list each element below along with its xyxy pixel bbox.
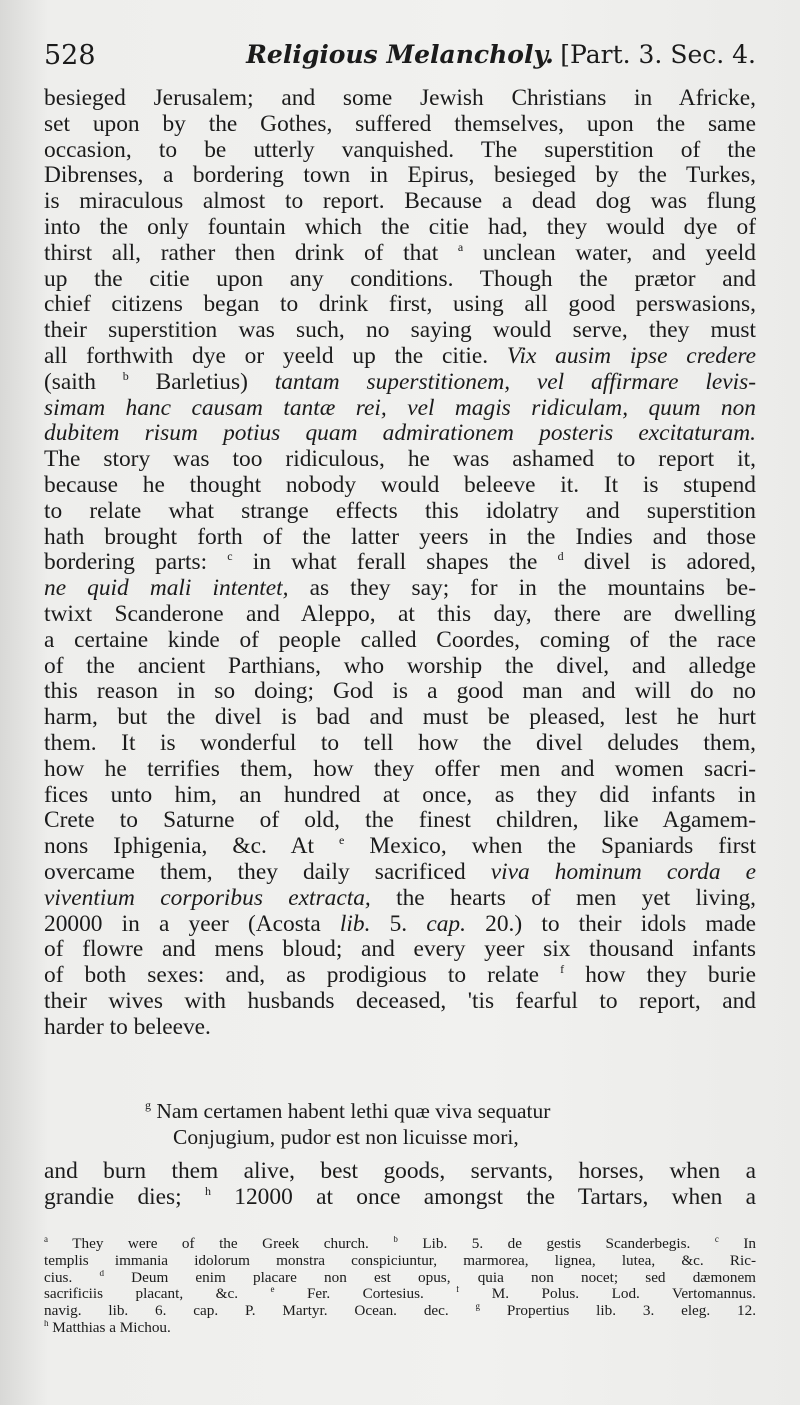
- text-line: [44, 86, 756, 112]
- text-run: cius.: [44, 1269, 100, 1286]
- text-line: [44, 550, 756, 576]
- text-run: 12000 at once amongst the Tartars, when a: [210, 1183, 756, 1210]
- footnotes: [44, 1236, 756, 1337]
- text-line: [44, 215, 756, 241]
- text-run: 20000 in a yeer (Acosta: [44, 911, 340, 937]
- text-line: [44, 421, 756, 447]
- text-line: [44, 163, 756, 189]
- text-run: harder to beleeve.: [44, 1014, 211, 1040]
- text-run: sacrificiis placant, &c.: [44, 1286, 271, 1303]
- text-line: [44, 318, 756, 344]
- note-marker: b: [122, 369, 129, 383]
- italic-text: cap.: [426, 911, 466, 937]
- text-line: [44, 1184, 756, 1210]
- text-run: Deum enim placare non est opus, quia non nocet; sed dæmonem: [103, 1269, 756, 1286]
- text-run: their superstition was such, no saying would serve, they must: [44, 318, 756, 344]
- text-run: nons Iphigenia, &c. At: [44, 834, 340, 860]
- text-line: [44, 757, 756, 783]
- italic-text: lib.: [339, 911, 371, 937]
- note-marker: b: [393, 1236, 398, 1244]
- italic-text: dubitem risum potius quam admirationem posteris excitaturam.: [44, 421, 756, 447]
- note-marker: h: [204, 1183, 211, 1198]
- text-line: [44, 138, 756, 164]
- text-run: Barletius): [128, 369, 275, 395]
- footnote-line: [44, 1270, 756, 1287]
- section-label: [Part. 3. Sec. 4.: [560, 40, 756, 69]
- italic-text: Vix ausim ipse credere: [506, 343, 756, 369]
- text-run: Nam certamen habent lethi quæ viva sequatur: [151, 1099, 551, 1123]
- footnote-line: [44, 1286, 756, 1303]
- page-number: 528: [44, 40, 96, 71]
- text-run: harm, but the divel is bad and must be pleased, lest he hurt: [44, 705, 756, 731]
- page-header: [44, 36, 756, 76]
- text-line: [44, 241, 756, 267]
- note-marker: g: [145, 1098, 151, 1112]
- text-line: [44, 886, 756, 912]
- note-marker: d: [557, 550, 564, 564]
- text-run: how he terrifies them, how they offer men and women sacri-: [44, 756, 756, 782]
- text-run: hath brought forth of the latter yeers in the Indies and those: [44, 524, 756, 550]
- text-run: twixt Scanderone and Aleppo, at this day, there are dwelling: [44, 601, 756, 627]
- text-run: of flowre and mens bloud; and every yeer six thousand infants: [44, 937, 756, 963]
- text-line: [44, 783, 756, 809]
- text-run: Conjugium, pudor est non licuisse mori,: [173, 1125, 519, 1149]
- italic-text: simam hanc causam tantæ rei, vel magis ridiculam, quum non: [44, 395, 756, 421]
- text-run: The story was too ridiculous, he was ashamed to report it,: [44, 447, 756, 473]
- text-line: [44, 834, 756, 860]
- text-line: [44, 731, 756, 757]
- text-run: Lib. 5. de gestis Scanderbegis.: [397, 1236, 715, 1252]
- main-text-continued: [44, 1158, 756, 1210]
- text-run: 20.) to their idols made: [465, 911, 756, 937]
- verse-line: [145, 1098, 755, 1124]
- italic-text: tantam superstitionem, vel affirmare levis-: [274, 369, 756, 395]
- text-line: [44, 679, 756, 705]
- text-run: 5.: [370, 911, 427, 937]
- text-line: [44, 1015, 756, 1041]
- text-run: navig. lib. 6. cap. P. Martyr. Ocean. dec.: [44, 1303, 476, 1320]
- text-run: Mexico, when the Spaniards first: [344, 834, 756, 860]
- verse-line: [145, 1124, 755, 1150]
- text-line: [44, 112, 756, 138]
- text-run: and burn them alive, best goods, servants, horses, when a: [44, 1158, 756, 1184]
- note-marker: g: [475, 1303, 481, 1312]
- text-run: Crete to Saturne of old, the finest children, like Agamem-: [44, 808, 756, 834]
- text-run: M. Polus. Lod. Vertomannus.: [459, 1286, 756, 1303]
- text-run: divel is adored,: [563, 550, 756, 576]
- text-run: occasion, to be utterly vanquished. The superstition of the: [44, 137, 756, 163]
- footnote-line: [44, 1236, 756, 1253]
- text-line: [44, 628, 756, 654]
- note-marker: d: [99, 1269, 104, 1278]
- text-line: [44, 499, 756, 525]
- text-run: thirst all, rather then drink of that: [44, 240, 458, 266]
- footnote-line: [44, 1320, 756, 1337]
- note-marker: f: [560, 963, 565, 977]
- note-marker: a: [44, 1236, 48, 1244]
- text-run: templis immania idolorum monstra conspiciuntur, marmorea, lignea, lutea, &c. Ric-: [44, 1252, 756, 1269]
- text-line: [44, 344, 756, 370]
- text-run: because he thought nobody would beleeve it. It is stupend: [44, 472, 756, 498]
- text-line: [44, 447, 756, 473]
- text-run: besieged Jerusalem; and some Jewish Christians in Africke,: [44, 86, 756, 111]
- note-marker: c: [227, 550, 233, 564]
- text-run: the hearts of men yet living,: [370, 885, 756, 911]
- text-line: [44, 1158, 756, 1184]
- text-run: Fer. Cortesius.: [274, 1286, 457, 1303]
- verse-quotation: [145, 1098, 755, 1150]
- text-line: [44, 473, 756, 499]
- text-line: [44, 912, 756, 938]
- running-title: Religious Melancholy.: [246, 40, 554, 69]
- text-run: this reason in so doing; God is a good man and will do no: [44, 679, 756, 705]
- text-line: [44, 267, 756, 293]
- text-run: They were of the Greek church.: [48, 1236, 394, 1252]
- note-marker: e: [270, 1286, 275, 1295]
- text-run: grandie dies;: [44, 1183, 205, 1210]
- text-line: [44, 808, 756, 834]
- text-line: [44, 525, 756, 551]
- note-marker: c: [714, 1236, 719, 1244]
- text-run: of the ancient Parthians, who worship the divel, and alledge: [44, 653, 756, 679]
- text-run: unclean water, and yeeld: [463, 240, 756, 266]
- text-line: [44, 937, 756, 963]
- text-run: them. It is wonderful to tell how the divel deludes them,: [44, 730, 756, 756]
- text-run: in what ferall shapes the: [232, 550, 558, 576]
- text-run: up the citie upon any conditions. Though the prætor and: [44, 266, 756, 292]
- text-run: set upon by the Gothes, suffered themselves, upon the same: [44, 111, 756, 137]
- footnote-line: [44, 1303, 756, 1320]
- text-run: of both sexes: and, as prodigious to relate: [44, 963, 561, 989]
- text-run: Matthias a Michou.: [48, 1319, 171, 1336]
- italic-text: ne quid mali intentet,: [44, 576, 289, 602]
- text-run: (saith: [44, 369, 123, 395]
- text-run: Propertius lib. 3. eleg. 12.: [480, 1303, 756, 1320]
- text-run: is miraculous almost to report. Because a dead dog was flung: [44, 189, 756, 215]
- note-marker: h: [44, 1319, 49, 1328]
- main-text: [44, 86, 756, 1040]
- italic-text: viventium corporibus extracta,: [44, 885, 371, 911]
- text-line: [44, 989, 756, 1015]
- text-run: Dibrenses, a bordering town in Epirus, besieged by the Turkes,: [44, 163, 756, 189]
- text-run: fices unto him, an hundred at once, as they did infants in: [44, 782, 756, 808]
- text-run: as they say; for in the mountains be-: [288, 576, 756, 602]
- text-run: bordering parts:: [44, 550, 228, 576]
- text-run: In: [718, 1236, 756, 1252]
- text-line: [44, 576, 756, 602]
- note-marker: e: [339, 834, 345, 848]
- text-line: [44, 370, 756, 396]
- text-run: into the only fountain which the citie had, they would dye of: [44, 214, 756, 240]
- text-line: [44, 396, 756, 422]
- text-run: all forthwith dye or yeeld up the citie.: [44, 343, 507, 369]
- text-line: [44, 860, 756, 886]
- text-run: to relate what strange effects this idolatry and superstition: [44, 498, 756, 524]
- text-run: how they burie: [564, 963, 756, 989]
- text-line: [44, 189, 756, 215]
- note-marker: a: [457, 240, 464, 254]
- text-line: [44, 292, 756, 318]
- text-run: their wives with husbands deceased, 'tis fearful to report, and: [44, 988, 756, 1014]
- text-line: [44, 705, 756, 731]
- footnote-line: [44, 1253, 756, 1270]
- text-line: [44, 654, 756, 680]
- text-line: [44, 963, 756, 989]
- text-run: a certaine kinde of people called Coordes, coming of the race: [44, 627, 756, 653]
- italic-text: viva hominum corda e: [490, 859, 756, 885]
- text-line: [44, 602, 756, 628]
- note-marker: f: [456, 1286, 460, 1295]
- text-run: chief citizens began to drink first, using all good perswasions,: [44, 292, 756, 318]
- text-run: overcame them, they daily sacrificed: [44, 859, 491, 885]
